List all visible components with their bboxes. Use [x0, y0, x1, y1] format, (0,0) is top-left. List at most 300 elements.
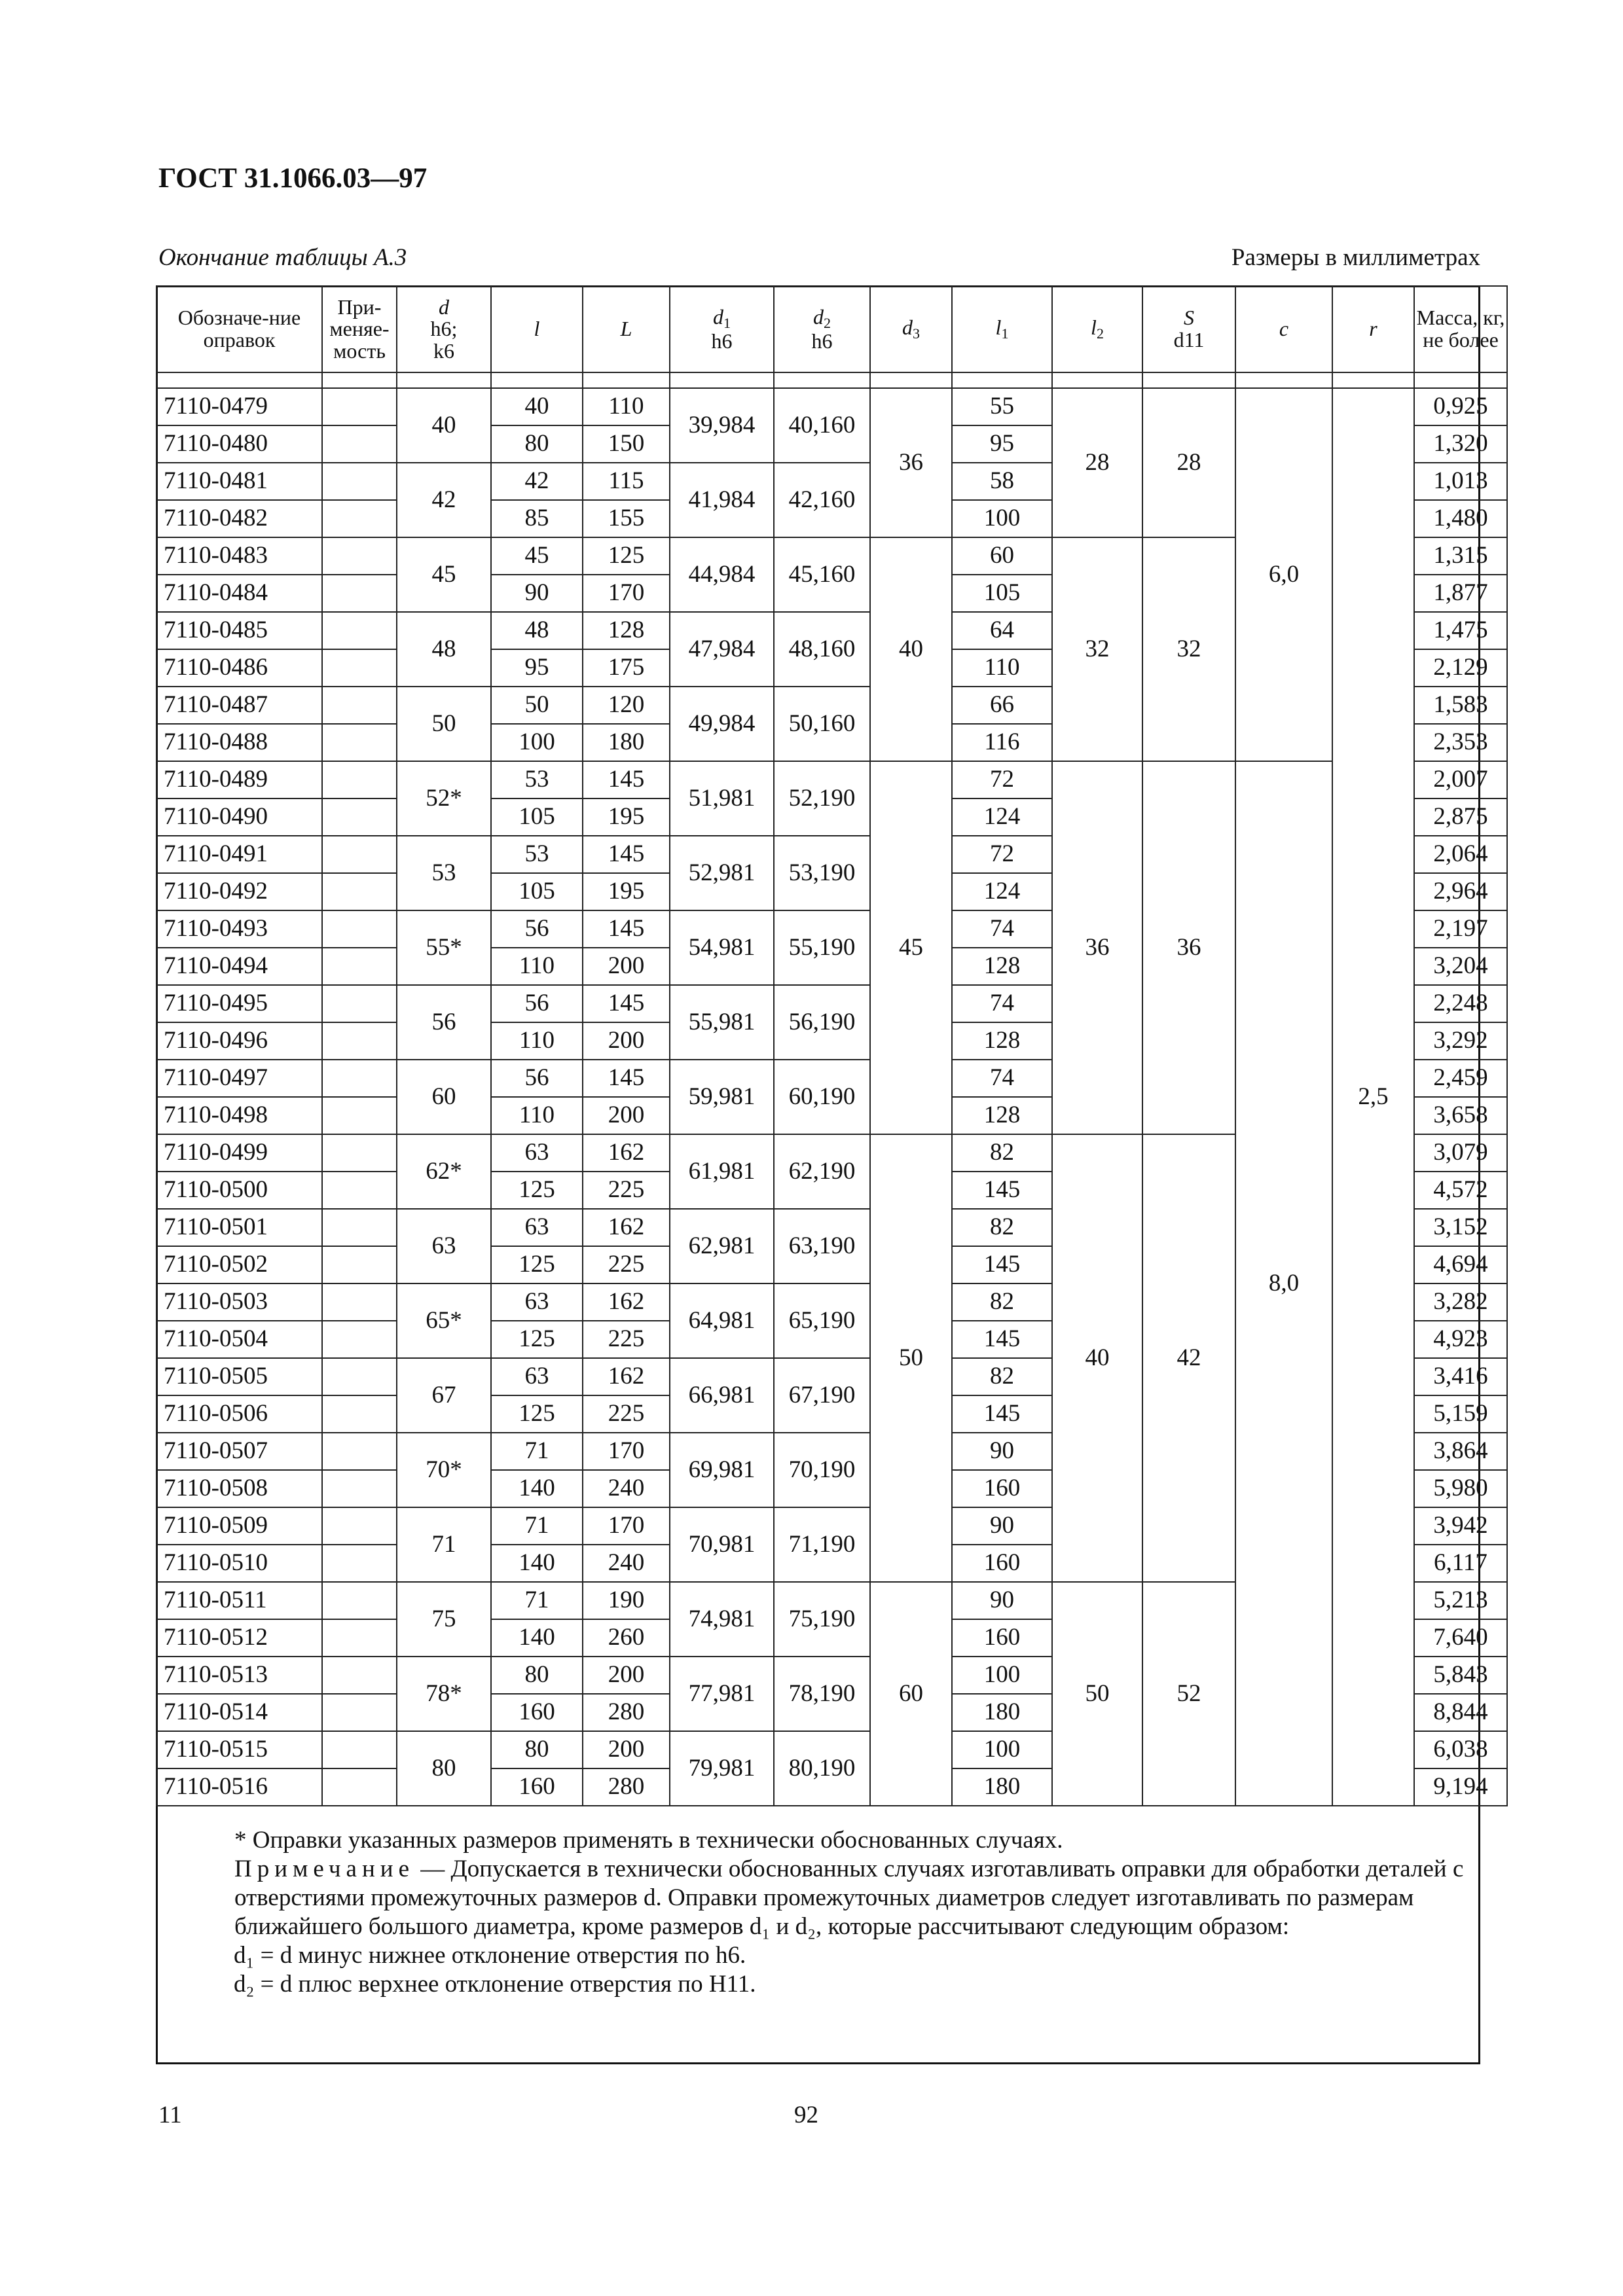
cell-l2: 50	[1052, 1582, 1142, 1806]
cell-l2: 36	[1052, 761, 1142, 1134]
cell-applicability	[322, 649, 397, 687]
cell-applicability	[322, 388, 397, 425]
cell-applicability	[322, 1209, 397, 1246]
cell-applicability	[322, 836, 397, 873]
cell-designation: 7110-0496	[156, 1022, 322, 1060]
cell-applicability	[322, 948, 397, 985]
cell-L: 162	[583, 1134, 670, 1172]
cell-mass: 3,416	[1414, 1358, 1507, 1395]
cell-applicability	[322, 687, 397, 724]
cell-L: 145	[583, 836, 670, 873]
cell-d1: 54,981	[670, 910, 774, 985]
cell-mass: 4,572	[1414, 1172, 1507, 1209]
cell-designation: 7110-0485	[156, 612, 322, 649]
cell-mass: 6,117	[1414, 1545, 1507, 1582]
cell-L: 145	[583, 985, 670, 1022]
cell-d1: 49,984	[670, 687, 774, 761]
table-row	[156, 761, 1507, 798]
cell-d: 53	[397, 836, 491, 910]
spec-table	[156, 285, 1508, 1806]
cell-d1: 51,981	[670, 761, 774, 836]
cell-l1: 124	[952, 873, 1052, 910]
cell-l: 100	[491, 724, 583, 761]
cell-designation: 7110-0491	[156, 836, 322, 873]
cell-d1: 55,981	[670, 985, 774, 1060]
cell-l: 90	[491, 575, 583, 612]
cell-designation: 7110-0482	[156, 500, 322, 537]
cell-d1: 62,981	[670, 1209, 774, 1283]
header-mass: Масса, кг, не более	[1414, 286, 1507, 372]
cell-L: 180	[583, 724, 670, 761]
cell-S: 52	[1142, 1582, 1235, 1806]
cell-l: 125	[491, 1395, 583, 1433]
cell-l1: 145	[952, 1321, 1052, 1358]
cell-designation: 7110-0504	[156, 1321, 322, 1358]
header-l: l	[491, 286, 583, 372]
cell-L: 200	[583, 1731, 670, 1768]
cell-L: 200	[583, 1022, 670, 1060]
cell-l1: 100	[952, 1731, 1052, 1768]
header-d	[397, 286, 491, 372]
cell-mass: 5,980	[1414, 1470, 1507, 1507]
cell-applicability	[322, 1433, 397, 1470]
cell-l1: 64	[952, 612, 1052, 649]
cell-l: 105	[491, 873, 583, 910]
header-l1: $l_1$	[952, 286, 1052, 372]
cell-l: 50	[491, 687, 583, 724]
cell-applicability	[322, 1470, 397, 1507]
cell-mass: 2,129	[1414, 649, 1507, 687]
header-d-tol2: k6	[433, 338, 454, 363]
cell-mass: 3,152	[1414, 1209, 1507, 1246]
cell-applicability	[322, 575, 397, 612]
cell-l: 56	[491, 1060, 583, 1097]
cell-applicability	[322, 798, 397, 836]
cell-designation: 7110-0515	[156, 1731, 322, 1768]
cell-designation: 7110-0511	[156, 1582, 322, 1619]
cell-mass: 1,480	[1414, 500, 1507, 537]
cell-l: 125	[491, 1246, 583, 1283]
cell-designation: 7110-0488	[156, 724, 322, 761]
cell-l1: 90	[952, 1507, 1052, 1545]
cell-d2: 75,190	[774, 1582, 870, 1657]
cell-L: 200	[583, 948, 670, 985]
cell-d2: 70,190	[774, 1433, 870, 1507]
cell-l1: 128	[952, 1022, 1052, 1060]
cell-mass: 3,282	[1414, 1283, 1507, 1321]
cell-mass: 3,942	[1414, 1507, 1507, 1545]
table-row	[156, 388, 1507, 425]
cell-designation: 7110-0499	[156, 1134, 322, 1172]
cell-L: 162	[583, 1283, 670, 1321]
cell-l1: 100	[952, 1657, 1052, 1694]
formula-d2: d₂ = d плюс верхнее отклонение отверстия по H11.	[234, 1971, 756, 1998]
cell-l1: 145	[952, 1395, 1052, 1433]
cell-designation: 7110-0479	[156, 388, 322, 425]
cell-applicability	[322, 1507, 397, 1545]
cell-l1: 82	[952, 1134, 1052, 1172]
cell-d: 50	[397, 687, 491, 761]
cell-l1: 160	[952, 1619, 1052, 1657]
cell-mass: 1,320	[1414, 425, 1507, 463]
cell-L: 120	[583, 687, 670, 724]
cell-l1: 110	[952, 649, 1052, 687]
cell-d2: 67,190	[774, 1358, 870, 1433]
header-l2: $l_2$	[1052, 286, 1142, 372]
header-applicability: При-меняе-мость	[322, 286, 397, 372]
cell-L: 280	[583, 1694, 670, 1731]
cell-designation: 7110-0497	[156, 1060, 322, 1097]
cell-mass: 3,079	[1414, 1134, 1507, 1172]
cell-applicability	[322, 1545, 397, 1582]
cell-applicability	[322, 1582, 397, 1619]
cell-applicability	[322, 1657, 397, 1694]
cell-l1: 66	[952, 687, 1052, 724]
cell-l2: 28	[1052, 388, 1142, 537]
cell-r: 2,5	[1332, 388, 1414, 1806]
cell-designation: 7110-0498	[156, 1097, 322, 1134]
cell-d1: 41,984	[670, 463, 774, 537]
cell-l1: 116	[952, 724, 1052, 761]
cell-l1: 74	[952, 910, 1052, 948]
cell-l: 140	[491, 1545, 583, 1582]
cell-designation: 7110-0489	[156, 761, 322, 798]
cell-mass: 3,864	[1414, 1433, 1507, 1470]
header-d1: $d_1$ h6	[670, 286, 774, 372]
cell-d: 75	[397, 1582, 491, 1657]
cell-l: 110	[491, 948, 583, 985]
cell-designation: 7110-0508	[156, 1470, 322, 1507]
cell-d2: 60,190	[774, 1060, 870, 1134]
cell-l1: 145	[952, 1172, 1052, 1209]
cell-designation: 7110-0513	[156, 1657, 322, 1694]
cell-applicability	[322, 1768, 397, 1806]
cell-l1: 145	[952, 1246, 1052, 1283]
cell-d1: 44,984	[670, 537, 774, 612]
cell-l: 63	[491, 1283, 583, 1321]
header-d-symbol: d	[439, 295, 449, 319]
cell-l: 63	[491, 1209, 583, 1246]
document-title: ГОСТ 31.1066.03—97	[158, 163, 428, 194]
header-d3: $d_3$	[870, 286, 952, 372]
cell-applicability	[322, 1395, 397, 1433]
cell-d2: 62,190	[774, 1134, 870, 1209]
header-L: L	[583, 286, 670, 372]
cell-d: 40	[397, 388, 491, 463]
cell-d1: 69,981	[670, 1433, 774, 1507]
cell-L: 145	[583, 1060, 670, 1097]
cell-L: 195	[583, 873, 670, 910]
notes-block	[158, 1826, 1478, 1999]
cell-d2: 63,190	[774, 1209, 870, 1283]
cell-d2: 55,190	[774, 910, 870, 985]
cell-L: 280	[583, 1768, 670, 1806]
cell-l1: 55	[952, 388, 1052, 425]
cell-d: 78*	[397, 1657, 491, 1731]
cell-L: 225	[583, 1246, 670, 1283]
cell-d1: 70,981	[670, 1507, 774, 1582]
cell-mass: 1,877	[1414, 575, 1507, 612]
cell-designation: 7110-0490	[156, 798, 322, 836]
cell-L: 162	[583, 1358, 670, 1395]
cell-mass: 2,007	[1414, 761, 1507, 798]
cell-l2: 40	[1052, 1134, 1142, 1582]
cell-c: 6,0	[1235, 388, 1332, 761]
cell-d: 45	[397, 537, 491, 612]
cell-l1: 82	[952, 1209, 1052, 1246]
cell-l: 80	[491, 425, 583, 463]
cell-l1: 90	[952, 1582, 1052, 1619]
cell-l1: 105	[952, 575, 1052, 612]
cell-mass: 9,194	[1414, 1768, 1507, 1806]
cell-l1: 82	[952, 1283, 1052, 1321]
cell-d: 55*	[397, 910, 491, 985]
cell-d: 42	[397, 463, 491, 537]
cell-d2: 52,190	[774, 761, 870, 836]
note-paragraph	[158, 1855, 1478, 1941]
cell-l1: 95	[952, 425, 1052, 463]
cell-l1: 82	[952, 1358, 1052, 1395]
cell-d3: 45	[870, 761, 952, 1134]
cell-L: 240	[583, 1470, 670, 1507]
cell-d3: 50	[870, 1134, 952, 1582]
cell-l1: 60	[952, 537, 1052, 575]
table-caption: Окончание таблицы А.3	[158, 244, 407, 271]
cell-d1: 47,984	[670, 612, 774, 687]
cell-mass: 4,694	[1414, 1246, 1507, 1283]
cell-L: 162	[583, 1209, 670, 1246]
cell-l1: 128	[952, 1097, 1052, 1134]
cell-designation: 7110-0509	[156, 1507, 322, 1545]
formula-d1: d₁ = d минус нижнее отклонение отверстия по h6.	[234, 1942, 746, 1969]
cell-L: 115	[583, 463, 670, 500]
cell-l: 40	[491, 388, 583, 425]
cell-designation: 7110-0506	[156, 1395, 322, 1433]
cell-d2: 42,160	[774, 463, 870, 537]
cell-mass: 6,038	[1414, 1731, 1507, 1768]
table-body	[156, 372, 1507, 1806]
cell-mass: 2,064	[1414, 836, 1507, 873]
cell-d: 67	[397, 1358, 491, 1433]
cell-l: 110	[491, 1022, 583, 1060]
cell-d: 60	[397, 1060, 491, 1134]
cell-d: 65*	[397, 1283, 491, 1358]
cell-S: 36	[1142, 761, 1235, 1134]
cell-d2: 78,190	[774, 1657, 870, 1731]
cell-l: 71	[491, 1582, 583, 1619]
cell-l: 160	[491, 1768, 583, 1806]
cell-l: 80	[491, 1731, 583, 1768]
cell-S: 28	[1142, 388, 1235, 537]
cell-designation: 7110-0501	[156, 1209, 322, 1246]
cell-L: 145	[583, 910, 670, 948]
cell-l: 56	[491, 910, 583, 948]
cell-designation: 7110-0510	[156, 1545, 322, 1582]
cell-L: 125	[583, 537, 670, 575]
cell-designation: 7110-0516	[156, 1768, 322, 1806]
cell-applicability	[322, 1283, 397, 1321]
cell-d2: 80,190	[774, 1731, 870, 1806]
cell-mass: 2,353	[1414, 724, 1507, 761]
cell-l1: 74	[952, 985, 1052, 1022]
header-r: r	[1332, 286, 1414, 372]
cell-l1: 128	[952, 948, 1052, 985]
cell-designation: 7110-0505	[156, 1358, 322, 1395]
cell-l1: 74	[952, 1060, 1052, 1097]
cell-l1: 72	[952, 761, 1052, 798]
header-d-tol1: h6;	[430, 317, 458, 341]
cell-l: 110	[491, 1097, 583, 1134]
cell-mass: 8,844	[1414, 1694, 1507, 1731]
cell-mass: 1,013	[1414, 463, 1507, 500]
cell-applicability	[322, 1358, 397, 1395]
cell-l1: 100	[952, 500, 1052, 537]
cell-designation: 7110-0493	[156, 910, 322, 948]
cell-d3: 36	[870, 388, 952, 537]
cell-S: 32	[1142, 537, 1235, 761]
cell-d2: 45,160	[774, 537, 870, 612]
cell-d: 71	[397, 1507, 491, 1582]
cell-l1: 58	[952, 463, 1052, 500]
cell-d: 48	[397, 612, 491, 687]
cell-S: 42	[1142, 1134, 1235, 1582]
cell-designation: 7110-0492	[156, 873, 322, 910]
cell-l1: 160	[952, 1545, 1052, 1582]
cell-l: 95	[491, 649, 583, 687]
cell-d3: 60	[870, 1582, 952, 1806]
cell-L: 170	[583, 1433, 670, 1470]
cell-applicability	[322, 1097, 397, 1134]
cell-L: 170	[583, 1507, 670, 1545]
cell-L: 150	[583, 425, 670, 463]
cell-d1: 79,981	[670, 1731, 774, 1806]
cell-d1: 61,981	[670, 1134, 774, 1209]
cell-applicability	[322, 761, 397, 798]
cell-applicability	[322, 463, 397, 500]
cell-l: 160	[491, 1694, 583, 1731]
cell-d: 62*	[397, 1134, 491, 1209]
cell-designation: 7110-0494	[156, 948, 322, 985]
cell-l: 85	[491, 500, 583, 537]
cell-mass: 3,204	[1414, 948, 1507, 985]
cell-L: 225	[583, 1321, 670, 1358]
cell-l: 53	[491, 761, 583, 798]
cell-L: 225	[583, 1172, 670, 1209]
cell-L: 110	[583, 388, 670, 425]
cell-mass: 7,640	[1414, 1619, 1507, 1657]
cell-designation: 7110-0480	[156, 425, 322, 463]
cell-L: 200	[583, 1097, 670, 1134]
cell-l1: 72	[952, 836, 1052, 873]
cell-l1: 90	[952, 1433, 1052, 1470]
cell-mass: 5,843	[1414, 1657, 1507, 1694]
cell-applicability	[322, 1172, 397, 1209]
cell-applicability	[322, 985, 397, 1022]
cell-designation: 7110-0500	[156, 1172, 322, 1209]
cell-applicability	[322, 1619, 397, 1657]
cell-mass: 5,213	[1414, 1582, 1507, 1619]
cell-applicability	[322, 1022, 397, 1060]
cell-L: 155	[583, 500, 670, 537]
cell-applicability	[322, 1134, 397, 1172]
page-left-marker: 11	[158, 2102, 182, 2128]
cell-mass: 2,248	[1414, 985, 1507, 1022]
footnote: * Оправки указанных размеров применять в технически обоснованных случаях.	[234, 1827, 1063, 1854]
header-designation: Обозначе-ние оправок	[156, 286, 322, 372]
cell-designation: 7110-0481	[156, 463, 322, 500]
cell-applicability	[322, 612, 397, 649]
cell-l: 105	[491, 798, 583, 836]
units-note: Размеры в миллиметрах	[1231, 244, 1480, 271]
cell-c: 8,0	[1235, 761, 1332, 1806]
cell-mass: 1,475	[1414, 612, 1507, 649]
cell-l: 71	[491, 1507, 583, 1545]
cell-mass: 2,197	[1414, 910, 1507, 948]
cell-designation: 7110-0507	[156, 1433, 322, 1470]
cell-mass: 4,923	[1414, 1321, 1507, 1358]
cell-d1: 64,981	[670, 1283, 774, 1358]
cell-applicability	[322, 873, 397, 910]
cell-l2: 32	[1052, 537, 1142, 761]
cell-mass: 5,159	[1414, 1395, 1507, 1433]
cell-l: 42	[491, 463, 583, 500]
cell-L: 200	[583, 1657, 670, 1694]
cell-l: 125	[491, 1172, 583, 1209]
cell-L: 128	[583, 612, 670, 649]
cell-L: 170	[583, 575, 670, 612]
page-number: 92	[794, 2102, 818, 2128]
cell-d2: 56,190	[774, 985, 870, 1060]
cell-l: 80	[491, 1657, 583, 1694]
cell-applicability	[322, 910, 397, 948]
cell-designation: 7110-0487	[156, 687, 322, 724]
cell-mass: 0,925	[1414, 388, 1507, 425]
cell-designation: 7110-0512	[156, 1619, 322, 1657]
note-text: — Допускается в технически обоснованных случаях изготавливать оправки для обработки деталей с отверстиями промежуточных размеров d. Оправки промежуточных диаметров следует изготавливать по размерам ближайшего большого диаметра, кроме размеров d₁ и d₂, которые рассчитывают следующим образом:	[234, 1856, 1464, 1940]
cell-applicability	[322, 537, 397, 575]
cell-l1: 180	[952, 1768, 1052, 1806]
cell-applicability	[322, 1246, 397, 1283]
cell-d2: 50,160	[774, 687, 870, 761]
cell-L: 145	[583, 761, 670, 798]
spacer-row	[156, 372, 1507, 388]
cell-L: 195	[583, 798, 670, 836]
cell-d: 80	[397, 1731, 491, 1806]
cell-d1: 77,981	[670, 1657, 774, 1731]
cell-l: 125	[491, 1321, 583, 1358]
cell-applicability	[322, 1321, 397, 1358]
cell-d1: 66,981	[670, 1358, 774, 1433]
cell-designation: 7110-0514	[156, 1694, 322, 1731]
header-c: c	[1235, 286, 1332, 372]
cell-applicability	[322, 1060, 397, 1097]
header-S: S d11	[1142, 286, 1235, 372]
cell-d1: 59,981	[670, 1060, 774, 1134]
cell-designation: 7110-0484	[156, 575, 322, 612]
cell-designation: 7110-0503	[156, 1283, 322, 1321]
cell-l: 140	[491, 1470, 583, 1507]
cell-L: 225	[583, 1395, 670, 1433]
cell-d: 70*	[397, 1433, 491, 1507]
cell-mass: 3,658	[1414, 1097, 1507, 1134]
cell-l: 56	[491, 985, 583, 1022]
cell-d1: 52,981	[670, 836, 774, 910]
cell-L: 240	[583, 1545, 670, 1582]
cell-designation: 7110-0486	[156, 649, 322, 687]
cell-d3: 40	[870, 537, 952, 761]
cell-l: 140	[491, 1619, 583, 1657]
cell-l1: 180	[952, 1694, 1052, 1731]
